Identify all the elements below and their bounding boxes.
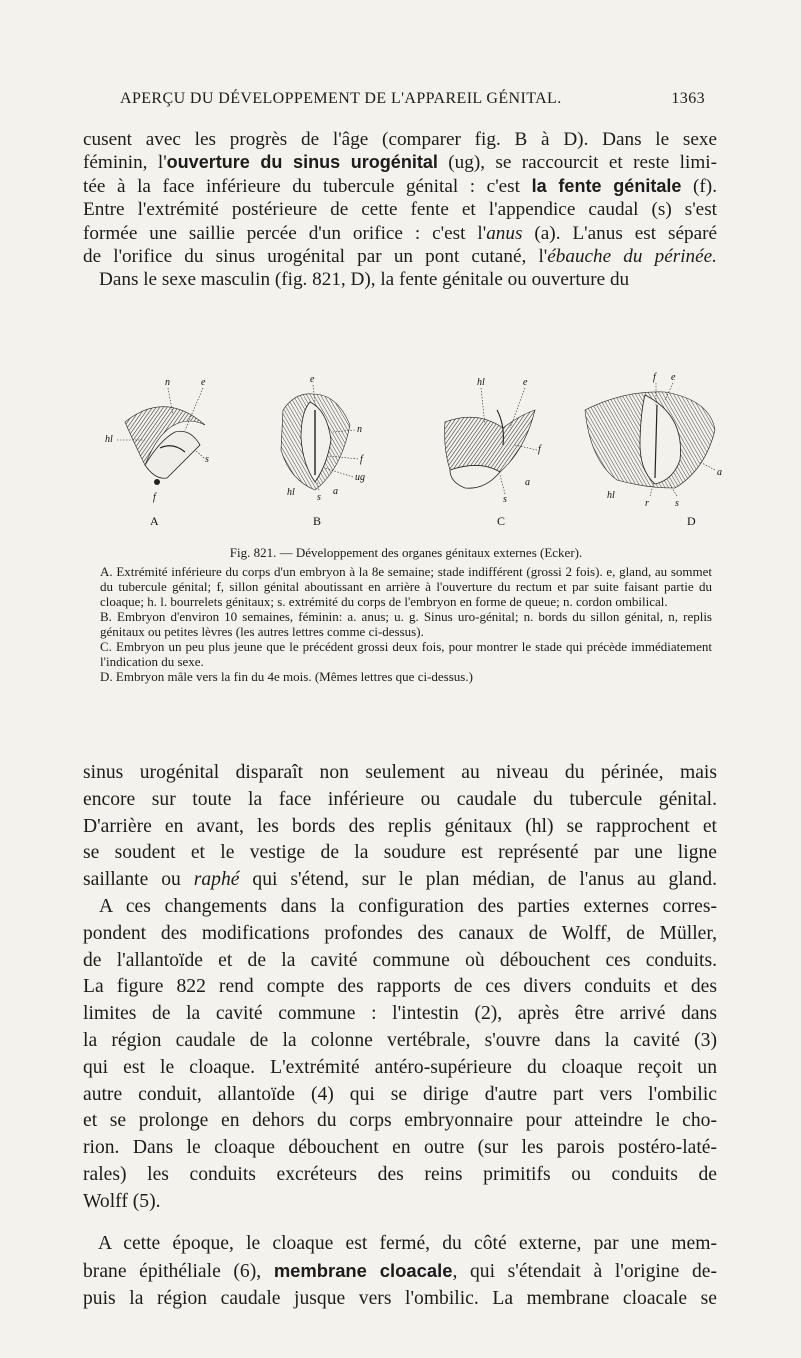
p3-l2-text-a: brane épithéliale (6),: [83, 1260, 274, 1282]
figure-821-illustration: [105, 370, 725, 530]
term-membrane-cloacale: membrane cloacale: [273, 1259, 453, 1281]
p1-line-7: Dans le sexe masculin (fig. 821, D), la fente génitale ou ouverture du: [99, 269, 630, 291]
p1-l5-text-b: (a). L'anus est séparé: [522, 222, 717, 244]
p1-line-4: Entre l'extrémité postérieure de cette fente et l'appendice caudal (s) s'est: [83, 199, 717, 221]
p1-line-5: [83, 222, 717, 245]
p1-line-6: [83, 245, 717, 268]
p2-line-10: limites de la cavité commune : l'intestin (2), après être arrivé dans: [83, 1003, 717, 1025]
caption-item-c: C. Embryon un peu plus jeune que le précédent grossi deux fois, pour montrer le stade qui précède immédiatement l'indication du sexe.: [100, 639, 712, 669]
caption-title: Fig. 821. — Développement des organes génitaux externes (Ecker).: [229, 545, 583, 560]
p3-line-3: puis la région caudale jusque vers l'ombilic. La membrane cloacale se: [83, 1287, 717, 1309]
caption-item-d: D. Embryon mâle vers la fin du 4e mois. (Mêmes lettres que ci-dessus.): [100, 669, 473, 684]
c-label-a: a: [525, 477, 530, 488]
panel-label-a: A: [150, 514, 159, 528]
caption-item-b: B. Embryon d'environ 10 semaines, féminin: a. anus; u. g. Sinus uro-génital; n. bords du sillon génital, n, replis génitaux ou petites lèvres (les autres lettres comme ci-dessus).: [100, 609, 712, 639]
p2-line-13: autre conduit, allantoïde (4) qui se dirige d'autre part vers l'ombilic: [83, 1083, 717, 1105]
p2-line-12: qui est le cloaque. L'extrémité antéro-supérieure du cloaque reçoit un: [83, 1056, 717, 1078]
c-label-s: s: [503, 494, 507, 505]
page-number: 1363: [671, 90, 705, 107]
a-label-hl: hl: [105, 434, 113, 445]
b-label-e: e: [310, 374, 315, 385]
p2-line-7: pondent des modifications profondes des canaux de Wolff, de Müller,: [83, 922, 717, 944]
p1-l3-text-a: tée à la face inférieure du tubercule génital : c'est: [83, 175, 532, 197]
panel-c-drawing: [445, 377, 542, 528]
b-label-f: f: [360, 454, 363, 465]
p2-line-17: Wolff (5).: [83, 1190, 161, 1212]
b-label-a: a: [333, 486, 338, 497]
p1-l2-text-a: féminin, l': [83, 152, 167, 174]
p3-line-2: [83, 1258, 717, 1286]
panel-b-drawing: [281, 374, 365, 528]
term-raphe: raphé: [193, 869, 240, 891]
d-label-e: e: [671, 372, 676, 383]
a-label-s: s: [205, 454, 209, 465]
p3-line-1: A cette époque, le cloaque est fermé, du côté externe, par une mem-: [98, 1233, 717, 1254]
term-ebauche-perinee: ébauche du périnée.: [547, 246, 717, 268]
p2-line-9: La figure 822 rend compte des rapports de ces divers conduits et des: [83, 976, 717, 998]
p2-line-1: sinus urogénital disparaît non seulement au niveau du périnée, mais: [83, 762, 717, 783]
p1-line-1: cusent avec les progrès de l'âge (comparer fig. B à D). Dans le sexe: [83, 129, 717, 150]
running-title: APERÇU DU DÉVELOPPEMENT DE L'APPAREIL GÉNITAL.: [120, 90, 562, 107]
d-label-r: r: [645, 498, 649, 509]
p2-line-4: se soudent et le vestige de la soudure est représenté par une ligne: [83, 842, 717, 864]
p2-line-2: encore sur toute la face inférieure ou caudale du tubercule génital.: [83, 788, 717, 810]
p3-l2-text-b: , qui s'étendait à l'origine de-: [452, 1260, 717, 1282]
d-label-f: f: [653, 372, 656, 383]
term-anus: anus: [486, 222, 523, 244]
d-label-a: a: [717, 467, 722, 478]
caption-item-a: A. Extrémité inférieure du corps d'un embryon à la 8e semaine; stade indifférent (grossi 2 fois). e, gland, au sommet du tubercule génital; f, sillon génital aboutissant en arrière à l'ouverture du rectum et par suite faisant partie du cloaque; h. l. bourrelets génitaux; s. extrémité du corps de l'embryon en forme de queue; n. cordon ombilical.: [100, 564, 712, 609]
c-label-hl: hl: [477, 377, 485, 388]
running-header: [120, 90, 705, 108]
figure-821: [105, 370, 725, 530]
panel-label-d: D: [687, 514, 696, 528]
paragraph-1: [83, 128, 717, 292]
figure-caption: [100, 545, 712, 684]
p2-line-3: D'arrière en avant, les bords des replis génitaux (hl) se rapprochent et: [83, 815, 717, 837]
c-label-f: f: [538, 444, 541, 455]
b-label-s: s: [317, 492, 321, 503]
term-ouverture-sinus: ouverture du sinus urogénital: [166, 152, 438, 173]
term-fente-genitale: la fente génitale: [531, 175, 682, 196]
d-label-hl: hl: [607, 490, 615, 501]
panel-label-b: B: [313, 514, 322, 528]
p1-l3-text-b: (f).: [681, 175, 717, 197]
panel-a-drawing: [105, 377, 209, 528]
p2-l5-text-b: qui s'étend, sur le plan médian, de l'anus au gland.: [239, 869, 717, 891]
p1-line-3: [83, 175, 717, 198]
b-label-hl: hl: [287, 487, 295, 498]
p1-l5-text-a: formée une saillie percée d'un orifice : c'est l': [83, 222, 487, 244]
d-label-s: s: [675, 498, 679, 509]
c-label-e: e: [523, 377, 528, 388]
paragraph-2: [83, 760, 717, 1216]
panel-d-drawing: [585, 372, 722, 528]
p1-l2-text-b: (ug), se raccourcit et reste limi-: [437, 152, 717, 174]
panel-label-c: C: [497, 514, 506, 528]
p1-line-2: [83, 151, 717, 174]
b-label-n: n: [357, 424, 362, 435]
p2-line-15: rion. Dans le cloaque débouchent en outre (sur les parois postéro-laté-: [83, 1137, 717, 1159]
p2-line-14: et se prolonge en dehors du corps embryonnaire pour atteindre le cho-: [83, 1110, 717, 1132]
p2-line-11: la région caudale de la colonne vertébrale, s'ouvre dans la cavité (3): [83, 1029, 717, 1051]
p2-l5-text-a: saillante ou: [83, 869, 194, 891]
p2-line-5: [83, 867, 717, 894]
paragraph-3: [83, 1231, 717, 1312]
a-label-f: f: [153, 492, 156, 503]
a-label-e: e: [201, 377, 206, 388]
p2-line-16: rales) les conduits excréteurs des reins primitifs ou conduits de: [83, 1163, 717, 1185]
a-label-n: n: [165, 377, 170, 388]
p2-line-6: A ces changements dans la configuration des parties externes corres-: [99, 895, 717, 917]
p1-l6-text-a: de l'orifice du sinus urogénital par un pont cutané, l': [83, 246, 548, 268]
b-label-ug: ug: [355, 472, 365, 483]
p2-line-8: de l'allantoïde et de la cavité commune où débouchent ces conduits.: [83, 949, 717, 971]
